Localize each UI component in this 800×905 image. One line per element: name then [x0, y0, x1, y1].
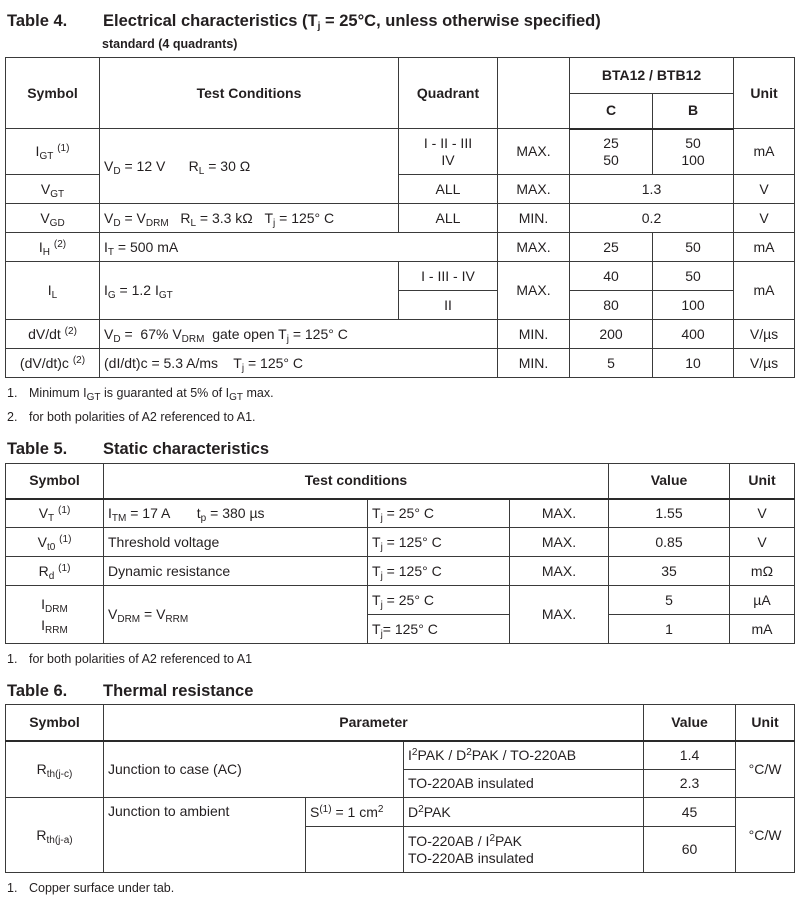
symbol-cell: $I_H$ $^{(2)}$ [6, 233, 100, 262]
limit-cell: MAX. [498, 262, 570, 320]
quadrant-cell: II [399, 291, 498, 320]
unit-cell: V [730, 499, 795, 528]
quadrant-cell [399, 233, 498, 262]
tj-cell: $T_j = 25^\circ$ C [368, 499, 510, 528]
limit-cell: MAX. [498, 129, 570, 175]
limit-cell: MAX. [510, 528, 609, 557]
unit-cell: µA [730, 586, 795, 615]
limit-cell: MAX. [498, 175, 570, 204]
symbol-cell: $V_T$ $^{(1)}$ [6, 499, 104, 528]
value-cell: 1 [609, 615, 730, 644]
tj-cell: $T_j = 125^\circ$ C [368, 557, 510, 586]
table6-footnote-1: 1. Copper surface under tab. [7, 881, 175, 895]
value-b-cell: 400 [653, 320, 734, 349]
condition-cell: $I_{TM} = 17$ A $t_p = 380$ µs [104, 499, 368, 528]
value-c-cell: 25 [570, 233, 653, 262]
unit-cell: V/µs [734, 320, 795, 349]
condition-cell: $V_D = 12$ V $R_L = 30$ Ω [100, 129, 399, 204]
header-value: Value [644, 705, 736, 741]
table5-footnote-1: 1. for both polarities of A2 referenced to A1 [7, 652, 253, 666]
value-c-cell: 200 [570, 320, 653, 349]
package-cell: TO-220AB insulated [404, 770, 644, 798]
value-cell: 0.85 [609, 528, 730, 557]
table5-title: Static characteristics [103, 440, 270, 458]
quadrant-cell: I - III - IV [399, 262, 498, 291]
header-value: Value [609, 464, 730, 499]
limit-cell: MAX. [498, 233, 570, 262]
symbol-cell: dV/dt $^{(2)}$ [6, 320, 100, 349]
symbol-cell: $I_L$ [6, 262, 100, 320]
table-row [6, 557, 795, 586]
table6-title: Thermal resistance [103, 682, 254, 700]
table4-electrical-characteristics [5, 57, 795, 378]
limit-cell: MIN. [498, 320, 570, 349]
header-unit: Unit [736, 705, 795, 741]
value-cell: 1.55 [609, 499, 730, 528]
header-symbol: Symbol [6, 464, 104, 499]
header-test-conditions: Test conditions [104, 464, 609, 499]
table4-footnote-1: 1. Minimum $I_{GT}$ is guaranted at 5% of $I_{GT}$ max. [7, 386, 274, 403]
unit-cell: mA [734, 233, 795, 262]
header-parameter: Parameter [104, 705, 644, 741]
limit-cell: MAX. [510, 499, 609, 528]
table-row [6, 129, 795, 175]
table-row [6, 586, 795, 615]
symbol-cell: $R_{th(j-a)}$ [6, 798, 104, 873]
unit-cell: V [734, 204, 795, 233]
value-cell: 5 [609, 586, 730, 615]
value-b-cell: 50 [653, 262, 734, 291]
table4-number: Table 4. [7, 12, 68, 30]
unit-cell: mA [734, 129, 795, 175]
symbol-cell: $R_{th(j-c)}$ [6, 741, 104, 798]
condition-cell: Dynamic resistance [104, 557, 368, 586]
unit-cell: V [734, 175, 795, 204]
condition-cell: (dI/dt)c = 5.3 A/ms $T_j = 125^\circ$ C [100, 349, 498, 378]
condition-cell: $I_G = 1.2$ $I_{GT}$ [100, 262, 399, 320]
quadrant-cell: ALL [399, 175, 498, 204]
package-cell: $D^2PAK$ [404, 798, 644, 827]
value-cell: 1.4 [644, 741, 736, 770]
symbol-cell: $V_{t0}$ $^{(1)}$ [6, 528, 104, 557]
condition-cell: Threshold voltage [104, 528, 368, 557]
value-c-cell: 25 50 [570, 129, 653, 175]
quadrant-cell: ALL [399, 204, 498, 233]
value-cell: 1.3 [570, 175, 734, 204]
value-cell: 35 [609, 557, 730, 586]
value-b-cell: 10 [653, 349, 734, 378]
condition-cell: $I_T = 500$ mA [100, 233, 399, 262]
value-c-cell: 5 [570, 349, 653, 378]
table-row [6, 262, 795, 291]
unit-cell: °C/W [736, 741, 795, 798]
table-row [6, 528, 795, 557]
header-unit: Unit [734, 58, 795, 129]
condition-cell: $V_{DRM} = V_{RRM}$ [104, 586, 368, 644]
tj-cell: $T_j= 125^\circ$ C [368, 615, 510, 644]
table4-subtitle: standard (4 quadrants) [102, 37, 238, 51]
condition-cell: $V_D = V_{DRM}$ $R_L = 3.3$ kΩ $T_j = 125^\circ$ C [100, 204, 399, 233]
value-c-cell: 80 [570, 291, 653, 320]
unit-cell: mA [730, 615, 795, 644]
header-unit: Unit [730, 464, 795, 499]
value-b-cell: 50 100 [653, 129, 734, 175]
table5-static-characteristics [5, 463, 795, 644]
limit-cell: MAX. [510, 586, 609, 644]
parameter-cell: Junction to ambient [104, 798, 306, 873]
table-row [6, 798, 795, 827]
table4-footnote-2: 2. for both polarities of A2 referenced to A1. [7, 410, 256, 424]
table-row [6, 741, 795, 770]
unit-cell: mA [734, 262, 795, 320]
area-cell: $S^{(1)} = 1$ $cm^2$ [306, 798, 404, 827]
table6-number: Table 6. [7, 682, 68, 700]
unit-cell: V/µs [734, 349, 795, 378]
symbol-cell: $V_{GD}$ [6, 204, 100, 233]
value-cell: 45 [644, 798, 736, 827]
tj-cell: $T_j = 25^\circ$ C [368, 586, 510, 615]
limit-cell: MIN. [498, 204, 570, 233]
package-cell: $I^2PAK / D^2PAK / TO-220AB$ [404, 741, 644, 770]
header-limit [498, 58, 570, 129]
tj-cell: $T_j = 125^\circ$ C [368, 528, 510, 557]
symbol-cell: $I_{GT}$ $^{(1)}$ [6, 129, 100, 175]
package-cell: $TO-220AB / I^2PAK$ TO-220AB insulated [404, 827, 644, 873]
header-col-b: B [653, 94, 734, 129]
table-row [6, 349, 795, 378]
table-row [6, 320, 795, 349]
header-symbol: Symbol [6, 58, 100, 129]
unit-cell: °C/W [736, 798, 795, 873]
header-quadrant: Quadrant [399, 58, 498, 129]
limit-cell: MAX. [510, 557, 609, 586]
unit-cell: mΩ [730, 557, 795, 586]
symbol-cell: $V_{GT}$ [6, 175, 100, 204]
empty-cell [306, 827, 404, 873]
table-row [6, 204, 795, 233]
value-cell: 2.3 [644, 770, 736, 798]
symbol-cell: (dV/dt)c $^{(2)}$ [6, 349, 100, 378]
condition-cell: $V_D = 67\%$ $V_{DRM}$ gate open $T_j = 125^\circ$ C [100, 320, 498, 349]
header-test-conditions: Test Conditions [100, 58, 399, 129]
value-cell: 60 [644, 827, 736, 873]
header-symbol: Symbol [6, 705, 104, 741]
value-b-cell: 50 [653, 233, 734, 262]
header-col-c: C [570, 94, 653, 129]
header-device-group: BTA12 / BTB12 [570, 58, 734, 94]
value-b-cell: 100 [653, 291, 734, 320]
symbol-cell: $I_{DRM}$ $I_{RRM}$ [6, 586, 104, 644]
value-c-cell: 40 [570, 262, 653, 291]
table6-thermal-resistance [5, 704, 795, 873]
quadrant-cell: I - II - III IV [399, 129, 498, 175]
parameter-cell: Junction to case (AC) [104, 741, 404, 798]
table5-number: Table 5. [7, 440, 68, 458]
table-row [6, 233, 795, 262]
table-row [6, 499, 795, 528]
limit-cell: MIN. [498, 349, 570, 378]
table4-title: Electrical characteristics ($T_j = 25^\circ C$, unless otherwise specified) [103, 12, 601, 32]
value-cell: 0.2 [570, 204, 734, 233]
symbol-cell: $R_d$ $^{(1)}$ [6, 557, 104, 586]
unit-cell: V [730, 528, 795, 557]
